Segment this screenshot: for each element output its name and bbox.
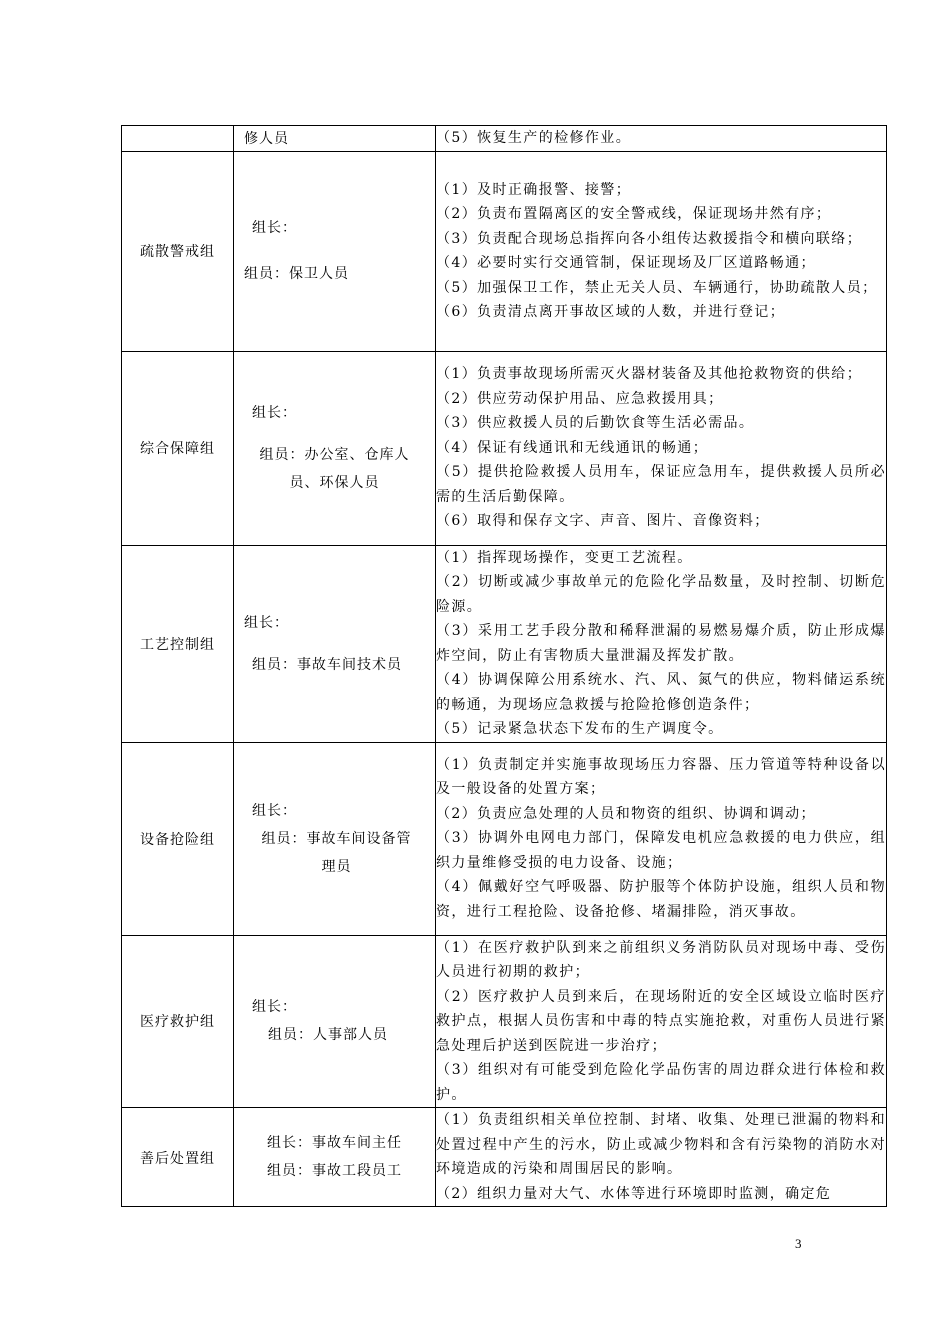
members-cell: [234, 742, 436, 935]
members-cell: [234, 351, 436, 545]
member-line: 组长：: [252, 802, 297, 819]
duty-item: （1）负责事故现场所需灭火器材装备及其他抢救物资的供给；: [436, 366, 863, 383]
group-name-cell: 医疗救护组: [122, 935, 234, 1108]
table-row: [122, 935, 887, 1108]
duty-item: （5）加强保卫工作，禁止无关人员、车辆通行，协助疏散人员；: [436, 279, 878, 296]
duty-item: （3）采用工艺手段分散和稀释泄漏的易燃易爆介质，防止形成爆炸空间，防止有害物质大量泄漏及挥发扩散。: [436, 623, 886, 664]
duty-item: （2）供应劳动保护用品、应急救援用具；: [436, 390, 724, 407]
group-name-cell: [122, 126, 234, 152]
duties-cell: [436, 935, 887, 1108]
member-line: 组长：: [252, 999, 297, 1016]
table-row: [122, 151, 887, 351]
members-cell: [234, 935, 436, 1108]
duty-item: （3）负责配合现场总指挥向各小组传达救援指令和横向联络；: [436, 230, 863, 247]
duty-item: （3）组织对有可能受到危险化学品伤害的周边群众进行体检和救护。: [436, 1062, 886, 1103]
group-name-cell: 工艺控制组: [122, 545, 234, 742]
table-row: [122, 742, 887, 935]
duty-item: （1）负责制定并实施事故现场压力容器、压力管道等特种设备以及一般设备的处置方案；: [436, 756, 886, 798]
duty-item: （1）负责组织相关单位控制、封堵、收集、处理已泄漏的物料和处置过程中产生的污水，防止或减少物料和含有污染物的消防水对环境造成的污染和周围居民的影响。: [436, 1112, 886, 1177]
duty-item: （2）负责应急处理的人员和物资的组织、协调和调动；: [436, 805, 816, 822]
duties-cell: [436, 351, 887, 545]
group-name-cell: 善后处置组: [122, 1108, 234, 1207]
duty-item: （6）取得和保存文字、声音、图片、音像资料；: [436, 513, 770, 530]
member-line: 组员：事故车间技术员: [252, 656, 402, 673]
group-name-cell: 设备抢险组: [122, 742, 234, 935]
page-number: 3: [795, 1236, 802, 1251]
table-row: [122, 545, 887, 742]
member-line: 组员：事故工段员工: [267, 1163, 402, 1179]
duties-cell: [436, 126, 887, 152]
duty-item: （1）指挥现场操作，变更工艺流程。: [436, 549, 693, 566]
duty-item: （5）提供抢险救援人员用车，保证应急用车，提供救援人员所必需的生活后勤保障。: [436, 464, 886, 505]
member-line: 组员：人事部人员: [268, 1027, 388, 1044]
member-line: 修人员: [244, 131, 289, 148]
member-line: 组员：办公室、仓库人员、环保人员: [259, 447, 410, 491]
member-line: 组员：事故车间设备管理员: [261, 830, 412, 875]
duty-item: （2）组织力量对大气、水体等进行环境即时监测，确定危: [436, 1185, 832, 1202]
duty-item: （1）及时正确报警、接警；: [436, 181, 632, 198]
group-name-cell: 综合保障组: [122, 351, 234, 545]
members-cell: [234, 545, 436, 742]
duty-item: （4）保证有线通讯和无线通讯的畅通；: [436, 439, 709, 456]
members-cell: [234, 151, 436, 351]
duties-cell: [436, 151, 887, 351]
duty-item: （6）负责清点离开事故区域的人数，并进行登记；: [436, 304, 786, 320]
duty-item: （2）医疗救护人员到来后，在现场附近的安全区域设立临时医疗救护点，根据人员伤害和中毒的特点实施抢救，对重伤人员进行紧急处理后护送到医院进一步治疗；: [436, 988, 886, 1054]
table-row: [122, 351, 887, 545]
duty-item: （5）记录紧急状态下发布的生产调度令。: [436, 721, 724, 737]
table-row: [122, 126, 887, 152]
duty-item: （2）负责布置隔离区的安全警戒线，保证现场井然有序；: [436, 206, 832, 222]
members-cell: [234, 126, 436, 152]
table-row: [122, 1108, 887, 1207]
duties-cell: [436, 742, 887, 935]
duty-item: （1）在医疗救护队到来之前组织义务消防队员对现场中毒、受伤人员进行初期的救护；: [436, 939, 886, 980]
duty-item: （5）恢复生产的检修作业。: [436, 130, 632, 146]
duty-item: （4）佩戴好空气呼吸器、防护服等个体防护设施，组织人员和物资，进行工程抢险、设备抢修、堵漏排险，消灭事故。: [436, 879, 886, 920]
duties-cell: [436, 545, 887, 742]
members-cell: [234, 1108, 436, 1207]
duty-item: （2）切断或减少事故单元的危险化学品数量，及时控制、切断危险源。: [436, 574, 886, 615]
duty-item: （3）供应救援人员的后勤饮食等生活必需品。: [436, 415, 755, 432]
member-line: 组长：: [252, 405, 297, 421]
duty-item: （3）协调外电网电力部门，保障发电机应急救援的电力供应，组织力量维修受损的电力设备、设施；: [436, 830, 886, 871]
member-line: 组员：保卫人员: [244, 266, 349, 282]
member-line: 组长：: [252, 220, 297, 236]
duties-cell: [436, 1108, 887, 1207]
group-name-cell: 疏散警戒组: [122, 151, 234, 351]
emergency-groups-table: [121, 125, 887, 1207]
duty-item: （4）协调保障公用系统水、汽、风、氮气的供应，物料储运系统的畅通，为现场应急救援与抢险抢修创造条件；: [436, 672, 886, 713]
member-line: 组长：事故车间主任: [267, 1135, 402, 1151]
member-line: 组长：: [244, 614, 289, 631]
duty-item: （4）必要时实行交通管制，保证现场及厂区道路畅通；: [436, 255, 816, 271]
